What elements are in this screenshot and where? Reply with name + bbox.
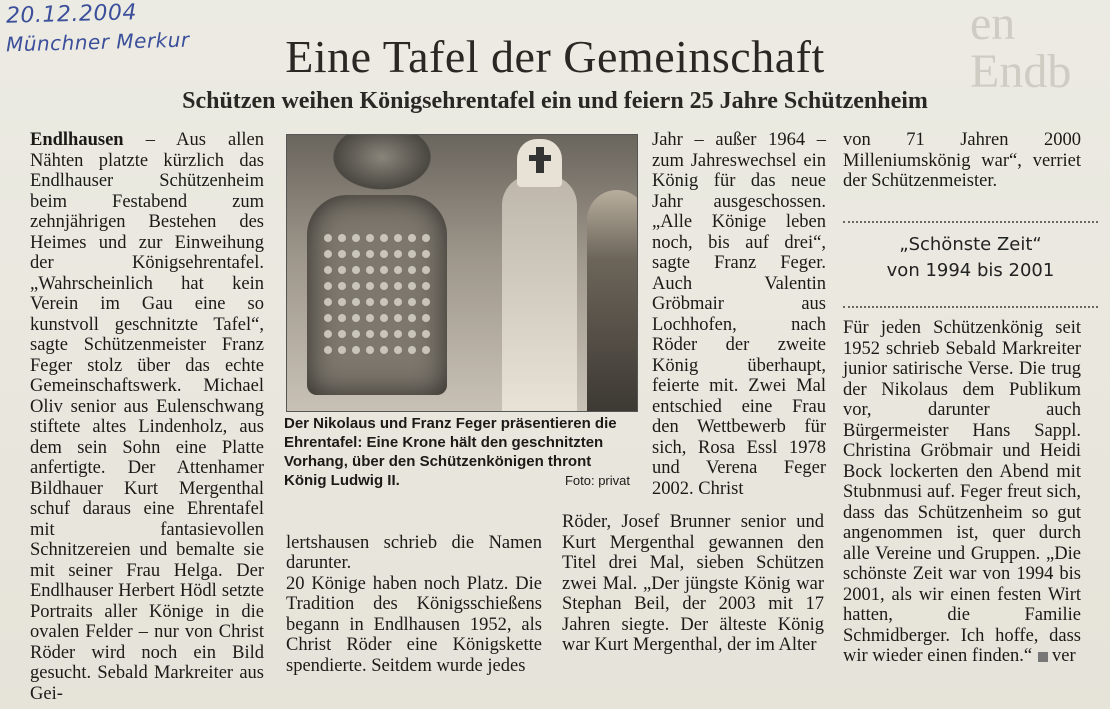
photo-caption xyxy=(284,414,636,490)
column-3-bottom-text: Röder, Josef Brunner senior und Kurt Mergenthal gewannen den Titel drei Mal, sieben Schützen zwei Mal. „Der jüngste König war Stephan Beil, der 2003 mit 17 Jahren siegte. Der älteste König war Kurt Mergenthal, der im Alter xyxy=(562,512,824,655)
article-column-1 xyxy=(30,130,264,704)
article-column-3-bottom xyxy=(562,512,824,656)
portrait-ovals xyxy=(321,230,431,360)
cross-bar xyxy=(529,155,551,161)
column-4-bottom-text: Für jeden Schützenkönig seit 1952 schrieb Sebald Markreiter junior satirische Verse. Die trug der Nikolaus dem Publikum vor, darunter auch Bürgermeister Hans Sappl. Christina Gröbmair und Heidi Bock lockerten den Abend mit Stubnmusi auf. Feger freut sich, dass das Schützenheim so gut angenommen ist, quer durch alle Vereine und Gruppen. „Die schönste Zeit war von 1994 bis 2001, als wir einen festen Wirt hatten, die Familie Schmidberger. Ich hoffe, dass wir wieder einen finden.“ xyxy=(843,318,1081,666)
franz-feger-figure xyxy=(587,190,638,412)
article-column-4-bottom xyxy=(843,318,1081,667)
column-4-top-text: von 71 Jahren 2000 Milleniumskönig war“, verriet der Schützenmeister. xyxy=(843,130,1081,191)
caption-text: Der Nikolaus und Franz Feger präsentieren die Ehrentafel: Eine Krone hält den geschnitzten Vorhang, über den Schützenkönigen thront König Ludwig II. xyxy=(284,415,617,489)
article-column-4-top xyxy=(843,130,1081,192)
subhead-line-1: „Schönste Zeit“ xyxy=(899,234,1042,255)
article-photo xyxy=(286,134,638,412)
nikolaus-figure xyxy=(502,175,577,412)
column-3-top-text: Jahr – außer 1964 – zum Jahreswechsel ein König für das neue Jahr ausgeschossen. „Alle Könige leben noch, bis auf drei“, sagte Franz Feger. Auch Valentin Gröbmair aus Lochhofen, nach Röder der zweite König überhaupt, feierte mit. Zwei Mal entschied eine Frau den Wettbewerb für sich, Rosa Essl 1978 und Verena Feger 2002. Christ xyxy=(652,130,826,499)
handwritten-date: 20.12.2004 xyxy=(5,0,138,29)
subheadline: Schützen weihen Königsehrentafel ein und feiern 25 Jahre Schützenheim xyxy=(182,88,928,114)
author-initials: ver xyxy=(1052,646,1076,666)
bleed-through-text: en Endb xyxy=(970,0,1072,98)
article-column-3-top xyxy=(652,130,826,499)
photo-credit: Foto: privat xyxy=(564,473,630,488)
end-mark-icon xyxy=(1038,652,1048,662)
article-column-2 xyxy=(286,512,542,676)
column-2-text: lertshausen schrieb die Namen darunter. 20 Könige haben noch Platz. Die Tradition des Königsschießens begann in Endlhausen 1952, als Christ Röder eine Königskette spendierte. Seitdem wurde jedes xyxy=(286,532,542,676)
subhead-line-2: von 1994 bis 2001 xyxy=(886,260,1055,281)
subhead-box xyxy=(843,232,1098,284)
handwritten-source: Münchner Merkur xyxy=(5,27,190,57)
headline: Eine Tafel der Gemeinschaft xyxy=(285,31,825,82)
column-1-text: – Aus allen Nähten platzte kürzlich das Endlhauser Schützenheim beim Festabend zum zehnjährigen Bestehen des Heimes und zur Einweihung der Königsehrentafel. „Wahrscheinlich hat kein Verein im Gau eine so kunstvoll geschnitzte Tafel“, sagte Schützenmeister Franz Feger stolz über das echte Gemeinschaftswerk. Michael Oliv senior aus Eulenschwang stiftete altes Lindenholz, aus dem sein Sohn eine Platte anfertigte. Der Attenhamer Bildhauer Kurt Mergenthal schuf daraus eine Ehrentafel mit fantasievollen Schnitzereien und bemalte sie mit seiner Frau Helga. Der Endlhauser Herbert Hödl setzte Portraits aller Könige in die ovalen Felder – nur von Christ Röder wird noch ein Bild gesucht. Sebald Markreiter aus Gei- xyxy=(30,130,264,704)
divider-bottom xyxy=(843,306,1098,308)
divider-top xyxy=(843,221,1098,223)
dateline: Endlhausen xyxy=(30,130,124,150)
